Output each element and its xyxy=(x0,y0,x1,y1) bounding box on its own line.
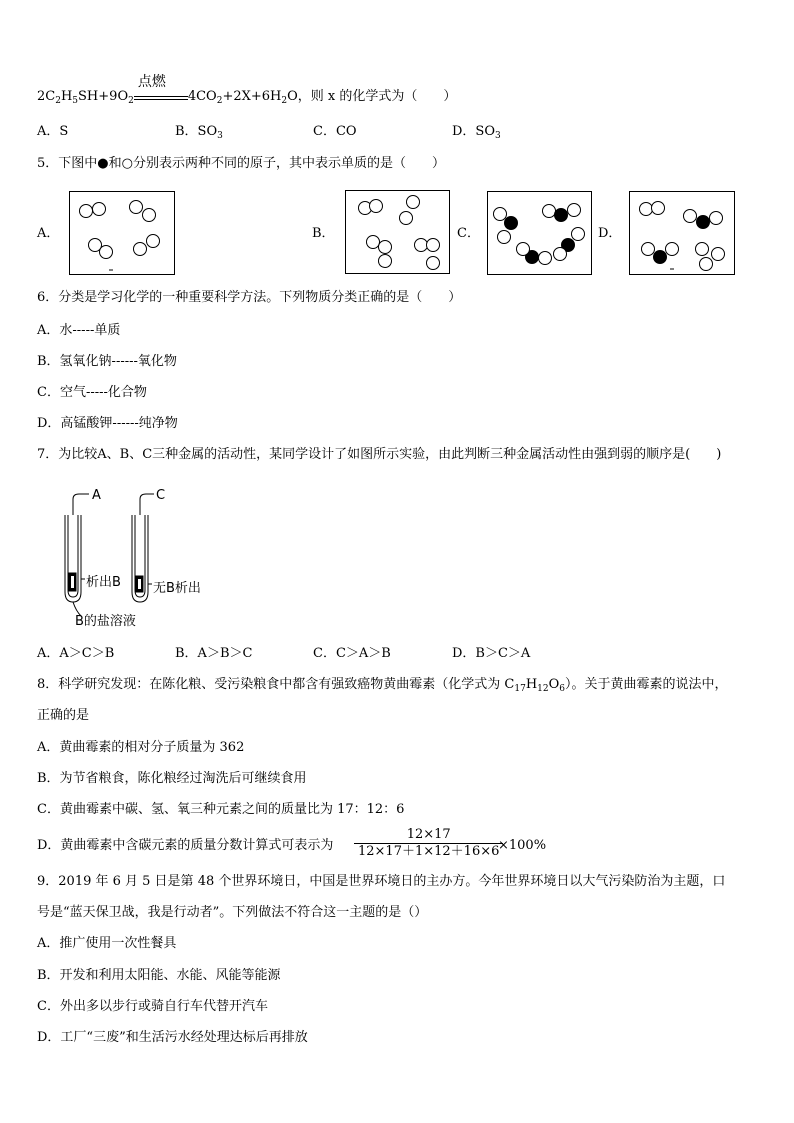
option-text: D．黄曲霉素中含碳元素的质量分数计算式可表示为 xyxy=(37,838,334,853)
eq-part: H xyxy=(60,89,73,104)
eq-part: SH+9O xyxy=(78,89,129,104)
q5-box-a[interactable] xyxy=(69,191,175,275)
q5-label-a[interactable]: A． xyxy=(37,226,60,241)
q6-option-b[interactable]: B．氢氧化钠------氧化物 xyxy=(37,354,177,369)
stem-text: O xyxy=(548,677,560,692)
option-text: C．CO xyxy=(313,124,357,139)
q5-label-c[interactable]: C． xyxy=(457,226,480,241)
q8-stem xyxy=(37,677,728,693)
reaction-condition xyxy=(134,74,188,105)
tube-label-a: A xyxy=(92,488,101,503)
eq-part: O xyxy=(287,89,298,104)
stem-text: H xyxy=(525,677,538,692)
q8-stem-cont: 正确的是 xyxy=(37,708,90,723)
q9-stem-cont: 号是“蓝天保卫战，我是行动者”。下列做法不符合这一主题的是（） xyxy=(37,905,428,920)
q4-option-b[interactable]: B．$SO_3$ xyxy=(175,124,223,141)
q8-option-d[interactable] xyxy=(37,838,333,854)
q9-option-d[interactable]: D．工厂“三废”和生活污水经处理达标后再排放 xyxy=(37,1030,308,1045)
q7-option-c[interactable]: C．C＞A＞B xyxy=(313,646,391,661)
carbon-fraction xyxy=(354,827,503,860)
molecule-diagram-d xyxy=(630,192,734,274)
subscript: 6 xyxy=(559,684,566,694)
fraction-numerator: 12×17 xyxy=(354,827,503,844)
stem-text: ）。关于黄曲霉素的说法中， xyxy=(565,677,728,692)
q9-option-c[interactable]: C．外出多以步行或骑自行车代替开汽车 xyxy=(37,999,268,1014)
q5-box-d[interactable] xyxy=(629,191,735,275)
q6-option-a[interactable]: A．水-----单质 xyxy=(37,323,121,338)
q4-option-a[interactable] xyxy=(37,124,68,140)
solution-label: B的盐溶液 xyxy=(75,614,136,629)
eq-part: +2X+6H xyxy=(222,89,282,104)
q6-option-c[interactable]: C．空气-----化合物 xyxy=(37,385,147,400)
q8-option-b[interactable]: B．为节省粮食，陈化粮经过淘洗后可继续食用 xyxy=(37,771,307,786)
stem-text: 8．科学研究发现：在陈化粮、受污染粮食中都含有强致癌物黄曲霉素（化学式为 C xyxy=(37,677,515,692)
q4-equation: $2C_2H_5SH+9O_2$ 点燃 $4CO_2+2X+6H_2O$，则 x 的化学式为（ ） xyxy=(37,74,457,106)
eq-part: 2C xyxy=(37,89,56,104)
q5-stem: 5．下图中●和○分别表示两种不同的原子，其中表示单质的是（ ） xyxy=(37,156,445,171)
q6-stem: 6．分类是学习化学的一种重要科学方法。下列物质分类正确的是（ ） xyxy=(37,290,462,305)
q5-label-d[interactable]: D． xyxy=(598,226,622,241)
q5-box-c[interactable] xyxy=(487,191,592,275)
tube-label-c: C xyxy=(156,488,166,503)
q8-option-a[interactable]: A．黄曲霉素的相对分子质量为 362 xyxy=(37,740,245,755)
condition-text: 点燃 xyxy=(137,74,166,90)
subscript: 17 xyxy=(514,684,526,694)
subscript: 12 xyxy=(537,684,549,694)
fraction-denominator: 12×17＋1×12＋16×6 xyxy=(358,844,500,859)
option-text: D．SO xyxy=(452,124,495,139)
q5-box-b[interactable] xyxy=(345,190,450,274)
test-tube-drawing xyxy=(55,485,235,630)
option-text: B．SO xyxy=(175,124,218,139)
molecule-diagram-c xyxy=(488,192,591,274)
q6-option-d[interactable]: D．高锰酸钾------纯净物 xyxy=(37,416,178,431)
molecule-diagram-b xyxy=(346,191,449,273)
precipitate-label: 析出B xyxy=(86,575,121,590)
q7-stem: 7．为比较A、B、C三种金属的活动性，某同学设计了如图所示实验，由此判断三种金属活动性由强到弱的顺序是( ) xyxy=(37,447,722,462)
q7-option-a[interactable]: A．A＞C＞B xyxy=(37,646,115,661)
q9-stem: 9．2019 年 6 月 5 日是第 48 个世界环境日，中国是世界环境日的主办方。今年世界环境日以大气污染防治为主题，口 xyxy=(37,874,726,889)
q4-option-c[interactable] xyxy=(313,124,357,140)
fraction-multiplier: ×100% xyxy=(498,838,547,853)
q9-option-b[interactable]: B．开发和利用太阳能、水能、风能等能源 xyxy=(37,968,281,983)
q4-option-d[interactable]: D．$SO_3$ xyxy=(452,124,501,141)
no-precipitate-label: 无B析出 xyxy=(153,581,201,596)
q7-test-tube-figure xyxy=(55,485,235,630)
q5-label-b[interactable]: B． xyxy=(312,226,335,241)
q7-option-d[interactable]: D．B＞C＞A xyxy=(452,646,531,661)
option-text: A．S xyxy=(37,124,69,139)
q8-option-c[interactable]: C．黄曲霉素中碳、氢、氧三种元素之间的质量比为 17：12：6 xyxy=(37,802,405,817)
q9-option-a[interactable]: A．推广使用一次性餐具 xyxy=(37,936,177,951)
q7-option-b[interactable]: B．A＞B＞C xyxy=(175,646,253,661)
eq-part: ，则 x 的化学式为（ ） xyxy=(297,89,457,104)
eq-part: 4CO xyxy=(187,89,217,104)
molecule-diagram-a xyxy=(70,192,174,274)
